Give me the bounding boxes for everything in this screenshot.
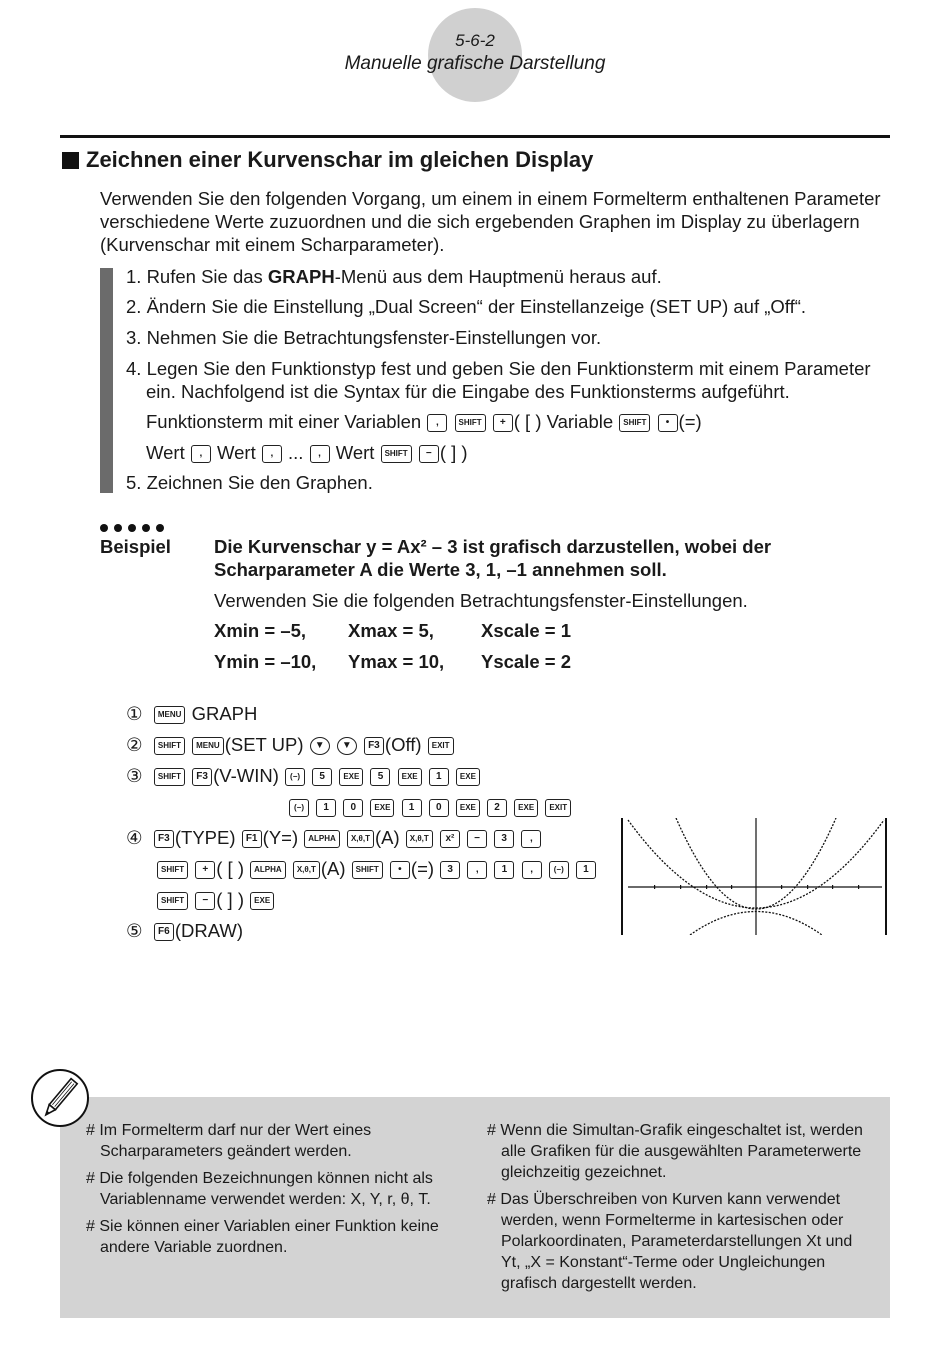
notes-left-column — [86, 1120, 466, 1264]
negative-key-icon: (−) — [285, 768, 305, 786]
chapter-title: Manuelle grafische Darstellung — [344, 53, 606, 74]
shift-key-icon: SHIFT — [157, 892, 188, 910]
negative-key-icon: (−) — [549, 861, 569, 879]
digit-1-key-icon: 1 — [576, 861, 596, 879]
minus-key-icon: − — [195, 892, 215, 910]
exe-key-icon: EXE — [370, 799, 394, 817]
shift-key-icon: SHIFT — [619, 414, 650, 432]
x-theta-t-key-icon: X,θ,T — [347, 830, 374, 848]
section-divider — [60, 135, 890, 138]
example-label: Beispiel — [100, 536, 171, 557]
comma-key-icon: , — [521, 830, 541, 848]
page-number: 5-6-2 — [455, 31, 495, 50]
digit-2-key-icon: 2 — [487, 799, 507, 817]
exe-key-icon: EXE — [398, 768, 422, 786]
minus-key-icon: − — [419, 445, 439, 463]
op-row-2: ② SHIFT MENU (SET UP) ▼ ▼ F3 (Off) EXIT — [126, 729, 606, 760]
dot-key-icon: • — [390, 861, 410, 879]
digit-5-key-icon: 5 — [370, 768, 390, 786]
digit-1-key-icon: 1 — [429, 768, 449, 786]
digit-1-key-icon: 1 — [402, 799, 422, 817]
comma-key-icon: , — [522, 861, 542, 879]
note-item: # Wenn die Simultan-Grafik eingeschaltet ist, werden alle Grafiken für die ausgewählten Parameterwerte gleichzeitig gezeichnet. — [487, 1122, 863, 1181]
digit-1-key-icon: 1 — [494, 861, 514, 879]
op-row-3: ③ SHIFT F3 (V-WIN) (−) 5 EXE 5 EXE 1 EXE — [126, 760, 606, 791]
key-sequence — [126, 698, 606, 946]
digit-0-key-icon: 0 — [429, 799, 449, 817]
comma-key-icon: , — [427, 414, 447, 432]
digit-1-key-icon: 1 — [316, 799, 336, 817]
digit-3-key-icon: 3 — [494, 830, 514, 848]
notes-right-column — [487, 1120, 872, 1300]
exe-key-icon: EXE — [514, 799, 538, 817]
section-title: Zeichnen einer Kurvenschar im gleichen Display — [86, 147, 594, 172]
shift-key-icon: SHIFT — [381, 445, 412, 463]
pencil-icon — [30, 1068, 90, 1128]
exe-key-icon: EXE — [456, 768, 480, 786]
step-5: 5. Zeichnen Sie den Graphen. — [126, 472, 373, 493]
note-item: # Das Überschreiben von Kurven kann verwendet werden, wenn Formelterme in kartesischen oder Polarkoordinaten, Parameterdarstellungen Xt und Yt, „X = Konstant“-Terme oder Ungleichungen grafisch dargestellt werden. — [487, 1191, 853, 1292]
comma-key-icon: , — [191, 445, 211, 463]
shift-key-icon: SHIFT — [154, 768, 185, 786]
op-row-4b: SHIFT + ( [ ) ALPHA X,θ,T (A) SHIFT • (=) 3 , 1 , (−) 1 — [126, 853, 606, 884]
plus-key-icon: + — [493, 414, 513, 432]
dot-key-icon: • — [658, 414, 678, 432]
op-row-1: ① MENU GRAPH — [126, 703, 258, 724]
op-row-4: ④ F3 (TYPE) F1 (Y=) ALPHA X,θ,T (A) X,θ,T x² − 3 , — [126, 822, 606, 853]
shift-key-icon: SHIFT — [157, 861, 188, 879]
digit-0-key-icon: 0 — [343, 799, 363, 817]
plus-key-icon: + — [195, 861, 215, 879]
comma-key-icon: , — [310, 445, 330, 463]
step-1: 1. Rufen Sie das GRAPH-Menü aus dem Hauptmenü heraus auf. — [126, 266, 662, 287]
comma-key-icon: , — [262, 445, 282, 463]
alpha-key-icon: ALPHA — [304, 830, 340, 848]
ymin: Ymin = –10, — [214, 651, 317, 672]
negative-key-icon: (−) — [289, 799, 309, 817]
f1-key-icon: F1 — [242, 830, 262, 848]
shift-key-icon: SHIFT — [352, 861, 383, 879]
menu-key-icon: MENU — [154, 706, 186, 724]
calculator-graph-screen — [620, 818, 888, 935]
x-theta-t-key-icon: X,θ,T — [406, 830, 433, 848]
step-4: 4. Legen Sie den Funktionstyp fest und geben Sie den Funktionsterm mit einem Parameter ein. Nachfolgend ist die Syntax für die Eingabe des Funktionsterms aufgeführt. — [126, 358, 871, 402]
digit-5-key-icon: 5 — [312, 768, 332, 786]
shift-key-icon: SHIFT — [455, 414, 486, 432]
exit-key-icon: EXIT — [545, 799, 571, 817]
ymax: Ymax = 10, — [348, 651, 445, 672]
comma-key-icon: , — [467, 861, 487, 879]
alpha-key-icon: ALPHA — [250, 861, 286, 879]
example-line-1: Die Kurvenschar y = Ax² – 3 ist grafisch darzustellen, wobei der — [214, 536, 772, 557]
f3-key-icon: F3 — [364, 737, 384, 755]
shift-key-icon: SHIFT — [154, 737, 185, 755]
op-row-3b — [126, 791, 606, 822]
syntax-line-1: Funktionsterm mit einer Variablen , SHIFT + ( [ ) Variable SHIFT • (=) — [146, 411, 702, 432]
down-arrow-key-icon: ▼ — [337, 737, 357, 755]
step-3: 3. Nehmen Sie die Betrachtungsfenster-Einstellungen vor. — [126, 327, 602, 348]
exe-key-icon: EXE — [250, 892, 274, 910]
xmin: Xmin = –5, — [214, 620, 307, 641]
note-item: # Sie können einer Variablen einer Funktion keine andere Variable zuordnen. — [86, 1218, 439, 1256]
xmax: Xmax = 5, — [348, 620, 434, 641]
note-item: # Die folgenden Bezeichnungen können nicht als Variablenname verwendet werden: X, Y, r, θ, T. — [86, 1170, 433, 1208]
op-row-4c: SHIFT − ( ] ) EXE — [126, 884, 606, 915]
f3-key-icon: F3 — [154, 830, 174, 848]
exe-key-icon: EXE — [456, 799, 480, 817]
x-theta-t-key-icon: X,θ,T — [293, 861, 320, 879]
section-intro: Verwenden Sie den folgenden Vorgang, um einem in einem Formelterm enthaltenen Parameter verschiedene Werte zuzuordnen und die sich ergebenden Graphen im Display zu überlagern (Kurvenschar mit einem Scharparameter). — [100, 188, 881, 255]
yscale: Yscale = 2 — [481, 651, 572, 672]
heading-square-icon — [62, 152, 79, 169]
square-key-icon: x² — [440, 830, 460, 848]
exit-key-icon: EXIT — [428, 737, 454, 755]
exe-key-icon: EXE — [339, 768, 363, 786]
minus-key-icon: − — [467, 830, 487, 848]
menu-key-icon: MENU — [192, 737, 224, 755]
down-arrow-key-icon: ▼ — [310, 737, 330, 755]
syntax-line-2: Wert , Wert , ... , Wert SHIFT − ( ] ) — [146, 442, 468, 463]
digit-3-key-icon: 3 — [440, 861, 460, 879]
xscale: Xscale = 1 — [481, 620, 572, 641]
f3-key-icon: F3 — [192, 768, 212, 786]
note-item: # Im Formelterm darf nur der Wert eines Scharparameters geändert werden. — [86, 1122, 372, 1160]
steps-sidebar-bar — [100, 268, 113, 493]
op-row-5: ⑤ F6 (DRAW) — [126, 920, 244, 941]
step-2: 2. Ändern Sie die Einstellung „Dual Screen“ der Einstellanzeige (SET UP) auf „Off“. — [126, 296, 807, 317]
view-window-intro: Verwenden Sie die folgenden Betrachtungsfenster-Einstellungen. — [214, 590, 748, 611]
f6-key-icon: F6 — [154, 923, 174, 941]
example-line-2: Scharparameter A die Werte 3, 1, –1 annehmen soll. — [214, 559, 667, 580]
